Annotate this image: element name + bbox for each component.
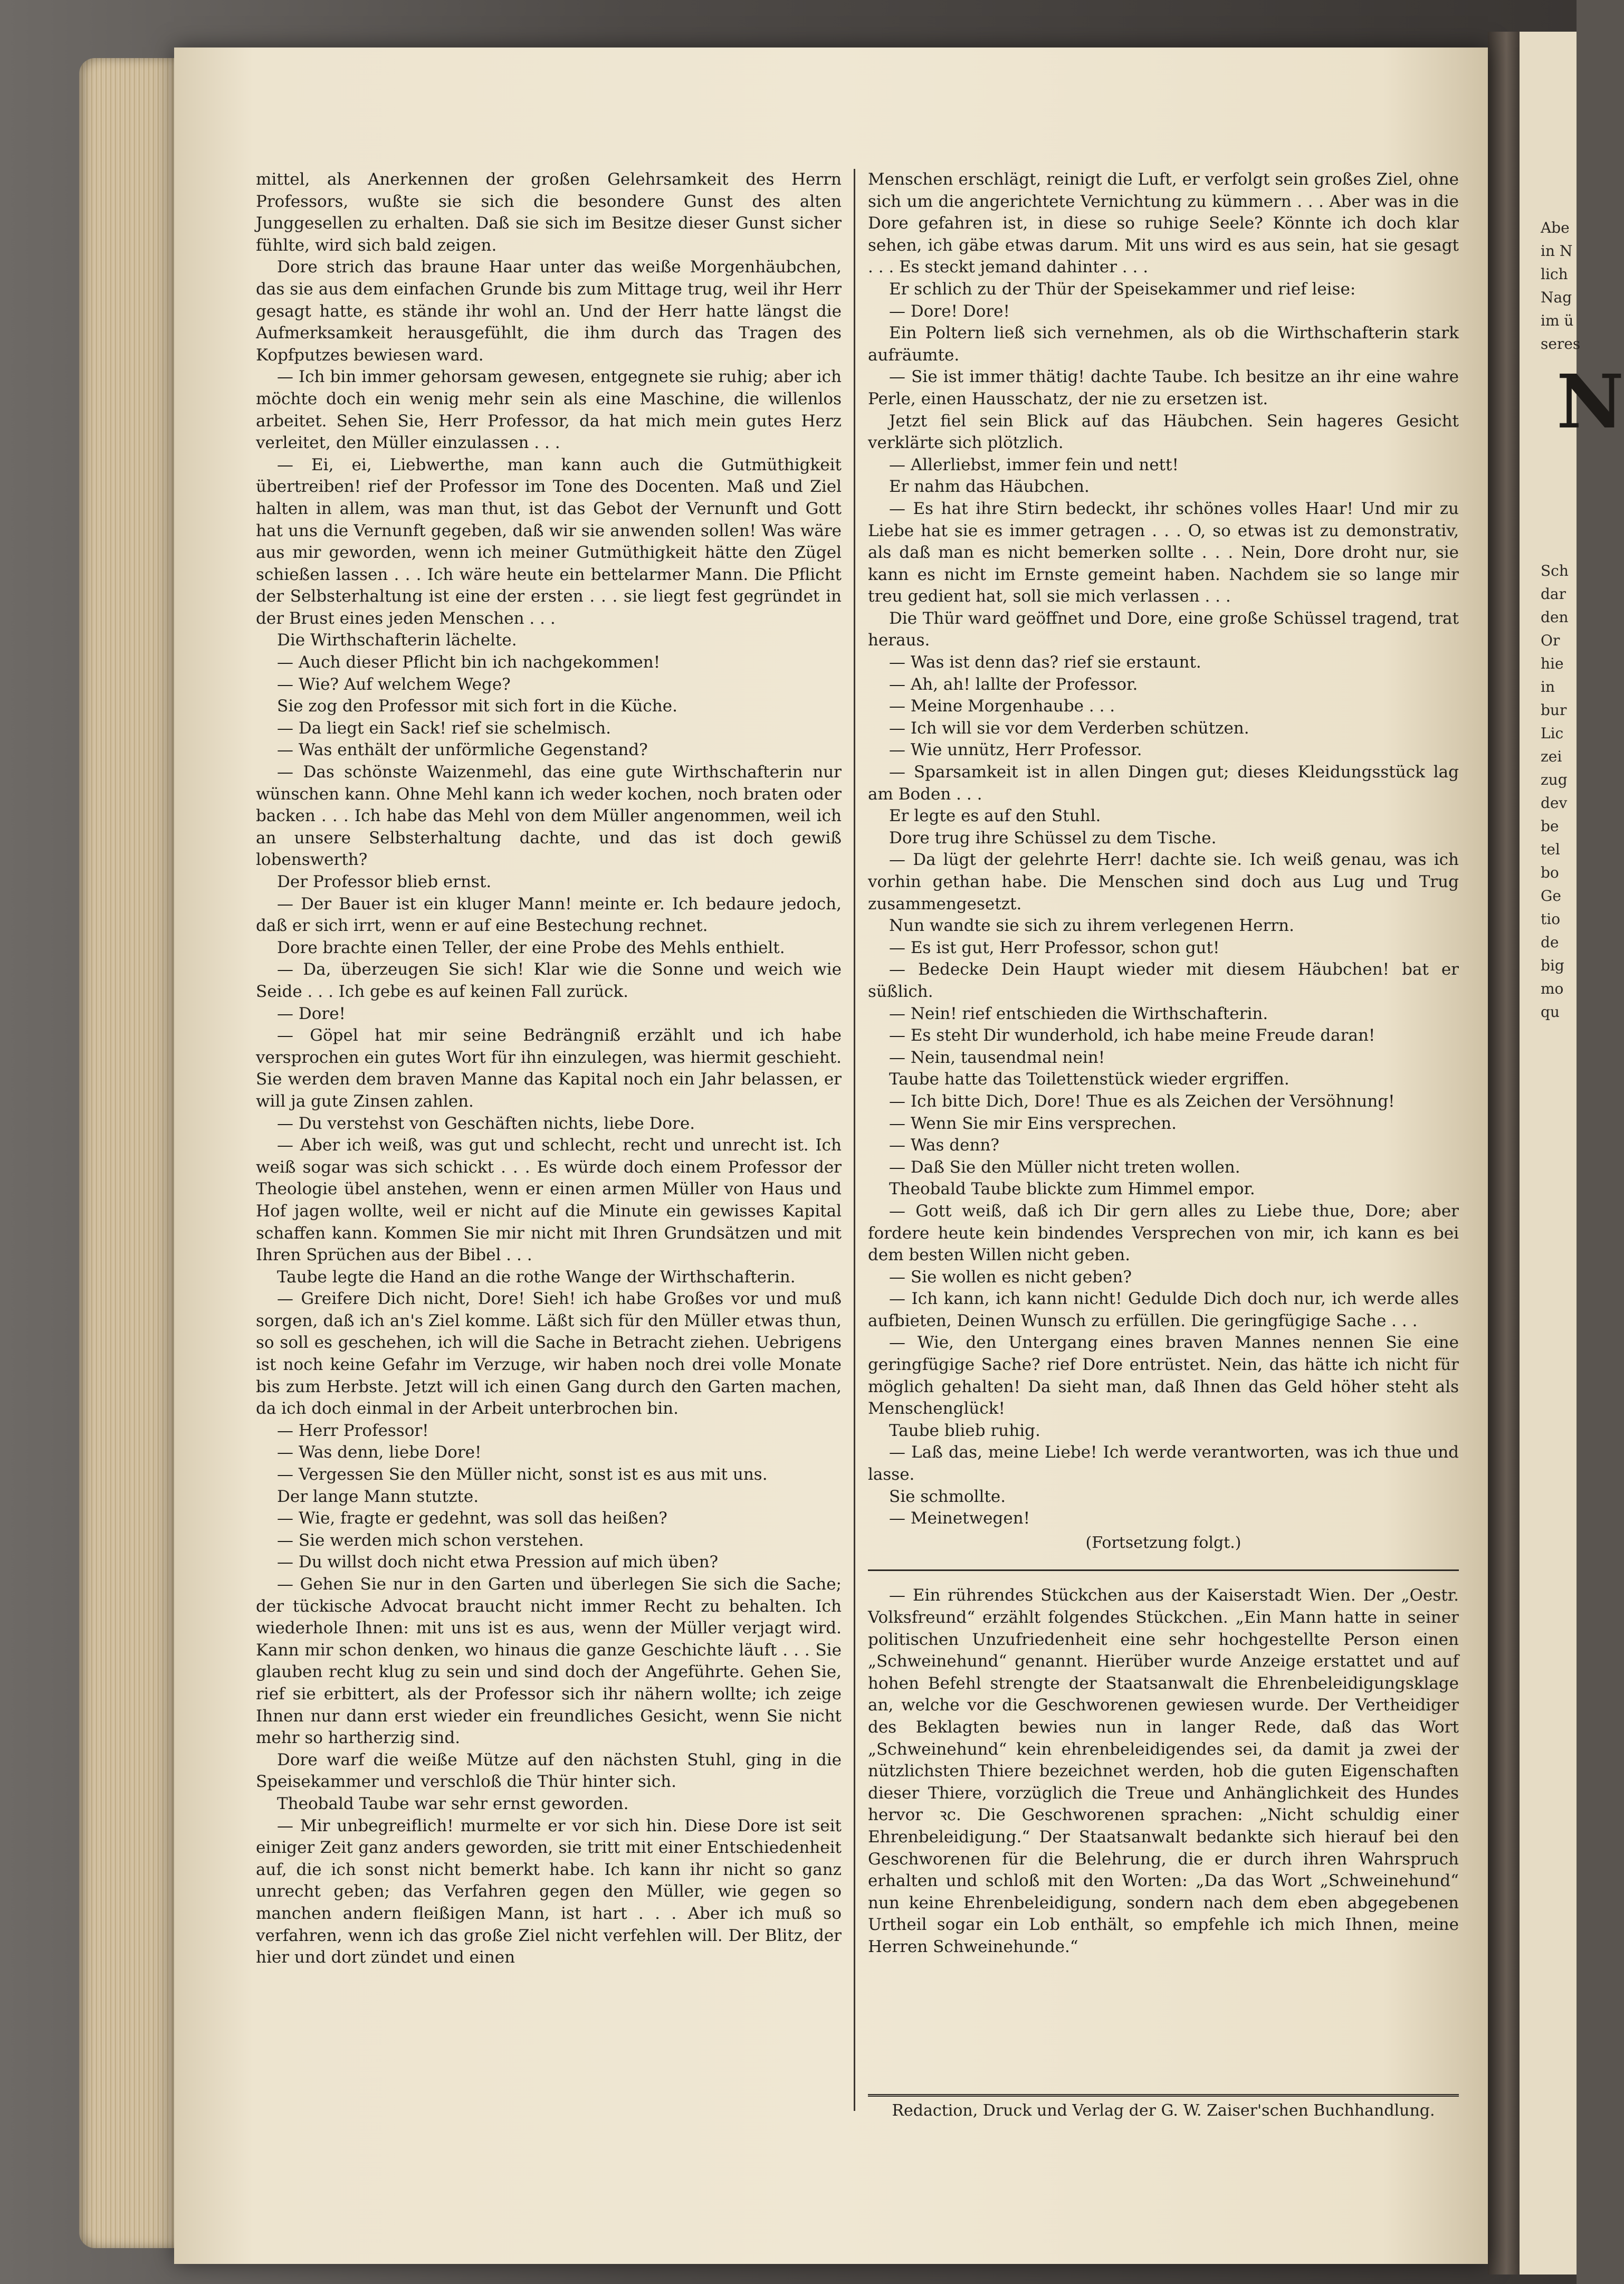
right-column-paragraph: Dore trug ihre Schüssel zu dem Tische. [889, 828, 1217, 848]
publisher-imprint: Redaction, Druck und Verlag der G. W. Zaiser'schen Buchhandlung. [892, 2101, 1435, 2120]
right-column-paragraph: — Es hat ihre Stirn bedeckt, ihr schönes volles Haar! Und mir zu Liebe hat sie es immer getragen . . . O, so etwas ist zu demonstrativ, als daß man es nicht bemerken sollte . . . Nein, Dore droht nur, sie kann es nicht im Ernste gemeint haben. Nachdem sie so lange mir treu gedient hat, soll sie mich verlassen . . . [868, 499, 1459, 606]
right-column-paragraph: Ein Poltern ließ sich vernehmen, als ob die Wirthschafterin stark aufräumte. [868, 323, 1459, 365]
left-column-paragraph: Der Professor blieb ernst. [277, 872, 492, 891]
left-column-paragraph: — Der Bauer ist ein kluger Mann! meinte er. Ich bedaure jedoch, daß er sich irrt, wenn er auf eine Bestechung rechnet. [256, 894, 842, 936]
left-column-paragraph: Theobald Taube war sehr ernst geworden. [277, 1794, 629, 1813]
right-column-paragraph: — Nein, tausendmal nein! [889, 1048, 1105, 1067]
left-column-paragraph: Sie zog den Professor mit sich fort in die Küche. [277, 697, 677, 716]
left-column-paragraph: — Was enthält der unförmliche Gegenstand? [277, 740, 648, 760]
right-column [868, 169, 1459, 1958]
right-column-paragraph: — Was denn? [889, 1136, 1000, 1155]
right-column-paragraph: — Laß das, meine Liebe! Ich werde verantworten, was ich thue und lasse. [868, 1443, 1459, 1484]
right-column-paragraph: — Dore! Dore! [889, 301, 1010, 321]
section-rule [868, 1569, 1459, 1571]
footer-rule [868, 2094, 1459, 2097]
left-column-paragraph: — Was denn, liebe Dore! [277, 1443, 482, 1462]
left-column-paragraph: — Du verstehst von Geschäften nichts, liebe Dore. [277, 1114, 695, 1133]
left-column-paragraph: — Aber ich weiß, was gut und schlecht, recht und unrecht ist. Ich weiß sogar was sich schickt . . . Es würde doch einem Professor der Theologie übel anstehen, wenn er einen armen Müller von Haus und Hof jagen wollte, weil er nicht auf die Minute ein gewisses Kapital schaffen kann. Kommen Sie mir nicht mit Ihren Grundsätzen und mit Ihren Sprüchen aus der Bibel . . . [256, 1136, 842, 1265]
right-column-paragraph: — Bedecke Dein Haupt wieder mit diesem Häubchen! bat er süßlich. [868, 960, 1459, 1001]
right-column-paragraph: Jetzt fiel sein Blick auf das Häubchen. Sein hageres Gesicht verklärte sich plötzlich. [868, 411, 1459, 453]
facing-page-fragment [1520, 32, 1624, 2275]
right-column-paragraph: Sie schmollte. [889, 1487, 1006, 1506]
left-column-paragraph: — Wie, fragte er gedehnt, was soll das heißen? [277, 1509, 667, 1528]
right-column-paragraph: — Sie wollen es nicht geben? [889, 1267, 1132, 1287]
news-item-vienna: — Ein rührendes Stückchen aus der Kaiserstadt Wien. Der „Oestr. Volksfreund“ erzählt folgendes Stückchen. „Ein Mann hatte in seiner politischen Unzufriedenheit eine sehr hochgestellte Person einen „Schweinehund“ genannt. Hierüber wurde Anzeige erstattet und auf hohen Befehl strengte der Staatsanwalt die Ehrenbeleidigungsklage an, welche vor die Geschworenen gewiesen wurde. Der Vertheidiger des Beklagten bewies nun in langer Rede, daß das Wort „Schweinehund“ kein ehrenbeleidigendes sei, da damit ja zwei der nützlichsten Thiere bezeichnet werden, hob die guten Eigenschaften dieser Thiere, vorzüglich die Treue und Anhänglichkeit des Hundes hervor ꝛc. Die Geschworenen sprachen: „Nicht schuldig einer Ehrenbeleidigung.“ Der Staatsanwalt bedankte sich hierauf bei den Geschworenen für die Belehrung, die er durch ihren Wahrspruch erhalten und schloß mit den Worten: „Da das Wort „Schweinehund“ nun keine Ehrenbeleidigung, sondern nach dem eben abgegebenen Urtheil sogar ein Lob enthält, so empfehle ich mich Ihnen, meine Herren Schweinehunde.“ [868, 1586, 1459, 1956]
left-column-paragraph: Dore warf die weiße Mütze auf den nächsten Stuhl, ging in die Speisekammer und verschloß die Thür hinter sich. [256, 1750, 842, 1792]
left-column-paragraph: — Du willst doch nicht etwa Pression auf mich üben? [277, 1553, 719, 1572]
right-column-paragraph: Theobald Taube blickte zum Himmel empor. [889, 1179, 1255, 1199]
right-column-paragraph: — Was ist denn das? rief sie erstaunt. [889, 653, 1201, 672]
left-column-paragraph: — Herr Professor! [277, 1421, 429, 1440]
left-column-paragraph: Die Wirthschafterin lächelte. [277, 631, 517, 650]
right-column-paragraph: — Nein! rief entschieden die Wirthschafterin. [889, 1004, 1268, 1023]
book-page-edges [79, 58, 179, 2248]
right-column-paragraph: — Allerliebst, immer fein und nett! [889, 455, 1179, 474]
left-column-paragraph: — Ei, ei, Liebwerthe, man kann auch die Gutmüthigkeit übertreiben! rief der Professor im Tone des Docenten. Maß und Ziel halten in allem, was man thut, ist das Gebot der Vernunft und Gott hat uns die Vernunft gegeben, daß wir sie anwenden sollen! Was wäre aus mir geworden, wenn ich meiner Gutmüthigkeit hätte den Zügel schießen lassen . . . Ich wäre heute ein bettelarmer Mann. Die Pflicht der Selbsterhaltung ist eine der ersten . . . sie liegt fest gegründet in der Brust eines jeden Menschen . . . [256, 455, 842, 628]
right-column-paragraph: — Wie unnütz, Herr Professor. [889, 740, 1142, 760]
right-column-paragraph: Er legte es auf den Stuhl. [889, 806, 1101, 826]
facing-page-headline-letter: N [1556, 359, 1624, 445]
right-column-paragraph: — Meinetwegen! [889, 1509, 1030, 1528]
left-column [256, 169, 842, 1969]
left-column-paragraph: — Vergessen Sie den Müller nicht, sonst ist es aus mit uns. [277, 1465, 768, 1484]
right-column-paragraph: Menschen erschlägt, reinigt die Luft, er verfolgt sein großes Ziel, ohne sich um die angerichtete Vernichtung zu kümmern . . . Aber was in die Dore gefahren ist, in diese so ruhige Seele? Könnte ich doch klar sehen, ich gäbe etwas darum. Mit uns wird es aus sein, hat sie gesagt . . . Es steckt jemand dahinter . . . [868, 170, 1459, 277]
left-column-paragraph: Taube legte die Hand an die rothe Wange der Wirthschafterin. [277, 1267, 796, 1287]
left-column-paragraph: — Sie werden mich schon verstehen. [277, 1530, 584, 1550]
right-column-paragraph: Er nahm das Häubchen. [889, 477, 1090, 497]
left-column-paragraph: — Da liegt ein Sack! rief sie schelmisch. [277, 718, 611, 738]
right-column-paragraph: — Ah, ah! lallte der Professor. [889, 674, 1138, 694]
left-column-paragraph: — Das schönste Waizenmehl, das eine gute Wirthschafterin nur wünschen kann. Ohne Mehl kann ich weder kochen, noch braten oder backen . . . Ich habe das Mehl von dem Müller angenommen, weil ich an unsere Selbsterhaltung dachte, und das ist doch gewiß lobenswerth? [256, 763, 842, 870]
right-column-paragraph: — Wie, den Untergang eines braven Mannes nennen Sie eine geringfügige Sache? rief Dore entrüstet. Nein, das hätte ich nicht für möglich gehalten! Da sieht man, daß Ihnen das Geld höher steht als Menschenglück! [868, 1333, 1459, 1419]
right-column-paragraph: Taube blieb ruhig. [889, 1421, 1040, 1440]
right-column-paragraph: — Es ist gut, Herr Professor, schon gut! [889, 938, 1220, 957]
left-column-paragraph: — Gehen Sie nur in den Garten und überlegen Sie sich die Sache; der tückische Advocat braucht nicht immer Recht zu behalten. Ich wiederhole Ihnen: mit uns ist es aus, wenn der Müller verjagt wird. Kann mir schon denken, wo hinaus die ganze Geschichte läuft . . . Sie glauben recht klug zu sein und sind doch der Angeführte. Gehen Sie, rief sie erbittert, als der Professor sich ihr nähern wollte; ich zeige Ihnen nur dann erst wieder ein freundliches Gesicht, wenn Sie nicht mehr so hartherzig sind. [256, 1575, 842, 1748]
facing-page-text-column: Sch dar den Or hie in bur Lic zei zug dev be tel bo Ge tio de big mo qu [1541, 562, 1569, 1021]
right-column-paragraph: — Es steht Dir wunderhold, ich habe meine Freude daran! [889, 1026, 1375, 1045]
column-divider [854, 169, 855, 2111]
serial-story-continuation [868, 169, 1459, 1530]
left-column-paragraph: — Greifere Dich nicht, Dore! Sieh! ich habe Großes vor und muß sorgen, daß ich an's Ziel komme. Läßt sich für den Müller etwas thun, so soll es geschehen, ich will die Sache in Betracht ziehen. Uebrigens ist noch keine Gefahr im Verzuge, wir haben noch drei volle Monate bis zum Herbste. Jetzt will ich einen Gang durch den Garten machen, da ich doch einmal in der Arbeit unterbrochen bin. [256, 1289, 842, 1419]
right-column-paragraph: — Ich will sie vor dem Verderben schützen. [889, 718, 1249, 738]
right-column-paragraph: Nun wandte sie sich zu ihrem verlegenen Herrn. [889, 916, 1294, 936]
right-column-paragraph: — Ich bitte Dich, Dore! Thue es als Zeichen der Versöhnung! [889, 1091, 1395, 1111]
left-column-paragraph: — Dore! [277, 1004, 346, 1023]
right-column-paragraph: Taube hatte das Toilettenstück wieder ergriffen. [889, 1070, 1289, 1089]
right-column-paragraph: — Sparsamkeit ist in allen Dingen gut; dieses Kleidungsstück lag am Boden . . . [868, 763, 1459, 804]
right-column-paragraph: — Ich kann, ich kann nicht! Gedulde Dich doch nur, ich werde alles aufbieten, Deinen Wunsch zu erfüllen. Die geringfügige Sache . . . [868, 1289, 1459, 1330]
right-column-paragraph: — Wenn Sie mir Eins versprechen. [889, 1114, 1177, 1133]
left-column-paragraph: — Ich bin immer gehorsam gewesen, entgegnete sie ruhig; aber ich möchte doch ein wenig mehr sein als eine Maschine, die willenlos arbeitet. Sehen Sie, Herr Professor, da hat mich mein gutes Herz verleitet, den Müller einzulassen . . . [256, 367, 842, 453]
left-column-paragraph: — Mir unbegreiflich! murmelte er vor sich hin. Diese Dore ist seit einiger Zeit ganz anders geworden, sie tritt mit einer Entschiedenheit auf, die ich sonst nicht bemerkt habe. Ich kann ihr nicht so ganz unrecht geben; das Verfahren gegen den Müller, wie gegen so manchen andern fleißigen Mann, ist hart . . . Aber ich muß so verfahren, wenn ich das große Ziel nicht verfehlen will. Der Blitz, der hier und dort zündet und einen [256, 1816, 842, 1967]
left-column-paragraph: Dore strich das braune Haar unter das weiße Morgenhäubchen, das sie aus dem einfachen Grunde bis zum Mittage trug, weil ihr Herr gesagt hatte, es stände ihr wohl an. Und der Herr hatte längst die Aufmerksamkeit herausgefühlt, die ihm durch das Tragen des Kopfputzes bewiesen ward. [256, 258, 842, 365]
left-column-paragraph: — Auch dieser Pflicht bin ich nachgekommen! [277, 653, 661, 672]
left-column-paragraph: — Da, überzeugen Sie sich! Klar wie die Sonne und weich wie Seide . . . Ich gebe es auf keinen Fall zurück. [256, 960, 842, 1001]
right-column-paragraph: Er schlich zu der Thür der Speisekammer und rief leise: [889, 279, 1356, 299]
continuation-note: (Fortsetzung folgt.) [1085, 1533, 1241, 1552]
left-column-paragraph: — Wie? Auf welchem Wege? [277, 674, 511, 694]
left-column-paragraph: Dore brachte einen Teller, der eine Probe des Mehls enthielt. [277, 938, 785, 957]
right-column-paragraph: Die Thür ward geöffnet und Dore, eine große Schüssel tragend, trat heraus. [868, 608, 1459, 650]
facing-page-text-top: Abe in N lich Nag im ü seres [1541, 219, 1581, 353]
right-column-paragraph: — Gott weiß, daß ich Dir gern alles zu Liebe thue, Dore; aber fordere heute kein bindendes Versprechen von mir, ich kann es bei dem besten Willen nicht geben. [868, 1201, 1459, 1265]
right-column-paragraph: — Meine Morgenhaube . . . [889, 697, 1115, 716]
right-column-paragraph: — Sie ist immer thätig! dachte Taube. Ich besitze an ihr eine wahre Perle, einen Hausschatz, der nie zu ersetzen ist. [868, 367, 1459, 408]
left-column-paragraph: Der lange Mann stutzte. [277, 1487, 479, 1506]
right-column-paragraph: — Daß Sie den Müller nicht treten wollen. [889, 1157, 1240, 1177]
right-column-paragraph: — Da lügt der gelehrte Herr! dachte sie. Ich weiß genau, was ich vorhin gethan habe. Die Menschen sind doch aus Lug und Trug zusammengesetzt. [868, 850, 1459, 913]
left-column-paragraph: — Göpel hat mir seine Bedrängniß erzählt und ich habe versprochen ein gutes Wort für ihn einzulegen, was hiermit geschieht. Sie werden dem braven Manne das Kapital noch ein Jahr belassen, er will ja gute Zinsen zahlen. [256, 1026, 842, 1111]
left-column-paragraph: mittel, als Anerkennen der großen Gelehrsamkeit des Herrn Professors, wußte sie sich die besondere Gunst des alten Junggesellen zu erhalten. Daß sie sich im Besitze dieser Gunst sicher fühlte, wird sich bald zeigen. [256, 170, 842, 255]
